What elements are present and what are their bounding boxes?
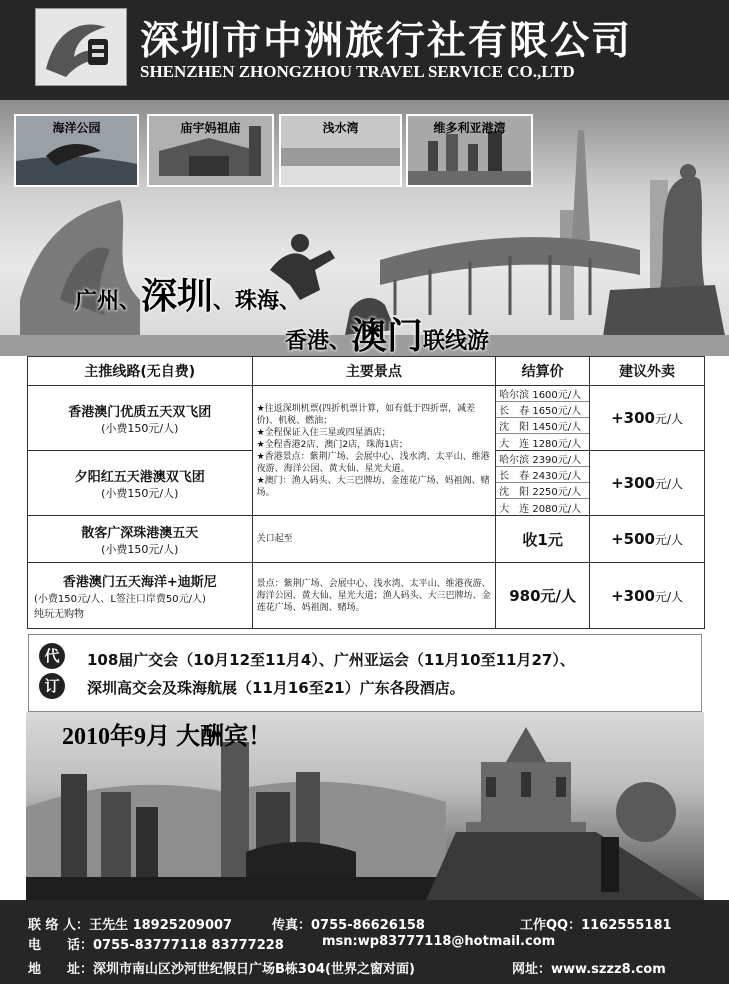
thumb-victoria-harbour xyxy=(406,114,533,187)
phone-label: 电 话： xyxy=(28,938,94,953)
sight-item: ★全程保证入住三星或四星酒店； xyxy=(256,427,391,438)
address-label: 地 址： xyxy=(28,962,94,977)
sights-cell xyxy=(252,563,496,629)
sights-text: 景点：紫荆广场、会展中心、浅水湾、太平山、维港夜游、海洋公园、黄大仙、星光大道；渔人码头、大三巴牌坊、金莲花广场、妈祖阁、赌场。 xyxy=(256,578,491,613)
sights-cell xyxy=(252,516,496,563)
column-header: 主推线路(无自费) xyxy=(28,357,253,386)
thumb-label: 海洋公园 xyxy=(52,121,101,135)
hero-text-highlight: 深圳 xyxy=(141,276,214,317)
msn-value[interactable]: wp83777118@hotmail.com xyxy=(357,934,556,949)
sights-text: 关口起至 xyxy=(256,534,293,544)
route-note: 纯玩无购物 xyxy=(34,609,84,620)
route-price-table xyxy=(27,356,705,629)
suggest-cell xyxy=(590,516,705,563)
route-name: 夕阳红五天港澳双飞团 xyxy=(74,469,205,485)
booking-line-1: 108届广交会（10月12至11月4）、广州亚运会（11月10至11月27）、 xyxy=(87,651,575,669)
address-row xyxy=(28,958,415,977)
stamp-daiding-1: 代 xyxy=(39,643,65,669)
route-tip: (小费150元/人、L签注口岸费50元/人) xyxy=(34,594,206,605)
logo-emblem xyxy=(36,9,126,85)
address-value: 深圳市南山区沙河世纪假日广场B栋304(世界之窗对面) xyxy=(93,962,415,977)
thumb-ocean-park xyxy=(14,114,139,187)
thumb-label: 维多利亚港湾 xyxy=(433,121,506,135)
company-name-en: SHENZHEN ZHONGZHOU TRAVEL SERVICE CO.,LTD xyxy=(140,62,575,81)
price-cell xyxy=(496,451,590,516)
price-line: 哈尔滨 2390元/人 xyxy=(496,451,589,467)
hero-text: 香港、 xyxy=(285,329,352,354)
price-line: 哈尔滨 1600元/人 xyxy=(496,386,589,402)
contact-person-row xyxy=(28,914,232,933)
suggest-unit: 元/人 xyxy=(654,589,684,604)
hero-title-line2 xyxy=(285,308,489,359)
stamp-daiding-2: 订 xyxy=(39,673,65,699)
promo-headline: 2010年9月 大酬宾！ xyxy=(62,724,272,750)
route-cell xyxy=(28,386,253,451)
route-tip: (小费150元/人) xyxy=(101,542,179,556)
route-tip: (小费150元/人) xyxy=(101,421,179,435)
sight-item: ★全程香港2店、澳门2店，珠海1店； xyxy=(256,439,408,450)
contact-label: 联 络 人： xyxy=(28,918,90,933)
price-line: 沈 阳 2250元/人 xyxy=(496,483,589,499)
sight-item: ★澳门：渔人码头、大三巴牌坊、金莲花广场、妈祖阁、赌场。 xyxy=(256,475,490,498)
table-row xyxy=(28,563,705,629)
route-name: 香港澳门优质五天双飞团 xyxy=(68,404,212,420)
suggest-cell xyxy=(590,563,705,629)
fax-value: 0755-86626158 xyxy=(311,918,425,933)
suggest-price: +300 xyxy=(611,586,655,605)
qq-label: 工作QQ： xyxy=(520,918,582,933)
sight-item: ★香港景点：紫荆广场、会展中心、浅水湾、太平山、维港夜游、海洋公园、黄大仙、星光大道。 xyxy=(256,451,490,474)
route-name: 香港澳门五天海洋+迪斯尼 xyxy=(62,575,217,590)
suggest-unit: 元/人 xyxy=(654,477,684,491)
route-cell xyxy=(28,451,253,516)
thumb-label: 浅水湾 xyxy=(322,121,359,135)
contact-value: 王先生 18925209007 xyxy=(89,918,233,933)
price-line: 大 连 2080元/人 xyxy=(499,503,582,515)
qq-value: 1162555181 xyxy=(581,918,672,933)
contact-footer xyxy=(0,900,729,984)
msn-row xyxy=(322,934,555,949)
suggest-price: +500 xyxy=(611,530,655,548)
column-header: 结算价 xyxy=(496,357,590,386)
route-cell xyxy=(28,563,253,629)
route-tip: (小费150元/人) xyxy=(101,486,179,500)
website-row xyxy=(512,958,666,977)
column-header: 建议外卖 xyxy=(590,357,705,386)
price-line: 长 春 2430元/人 xyxy=(496,467,589,483)
suggest-price: +300 xyxy=(611,474,655,492)
hero-text: 、珠海、 xyxy=(213,289,302,314)
booking-line-2: 深圳高交会及珠海航展（11月16至21）广东各段酒店。 xyxy=(87,679,465,697)
booking-box xyxy=(28,634,702,712)
price-value: 收1元 xyxy=(522,530,563,549)
suggest-price: +300 xyxy=(611,409,655,427)
phone-value: 0755-83777118 83777228 xyxy=(93,938,284,953)
hero-text: 广州、 xyxy=(75,289,142,314)
suggest-cell xyxy=(590,386,705,451)
price-line: 大 连 1280元/人 xyxy=(499,438,582,450)
suggest-cell xyxy=(590,451,705,516)
qq-row xyxy=(520,914,672,933)
thumb-temple xyxy=(147,114,274,187)
price-line: 长 春 1650元/人 xyxy=(496,402,589,418)
hero-text-highlight: 澳门 xyxy=(351,316,424,357)
price-value: 980元/人 xyxy=(509,587,577,605)
msn-label: msn: xyxy=(322,934,358,949)
table-row xyxy=(28,516,705,563)
fax-row xyxy=(272,914,425,933)
route-cell xyxy=(28,516,253,563)
sights-cell xyxy=(252,386,496,516)
price-cell xyxy=(496,516,590,563)
website-label: 网址： xyxy=(512,962,552,977)
thumb-repulse-bay xyxy=(279,114,402,187)
company-logo xyxy=(35,8,127,86)
phone-row xyxy=(28,934,284,953)
company-name-cn: 深圳市中洲旅行社有限公司 xyxy=(140,19,633,64)
column-header: 主要景点 xyxy=(252,357,496,386)
table-row xyxy=(28,386,705,451)
price-cell xyxy=(496,563,590,629)
suggest-unit: 元/人 xyxy=(654,412,684,426)
price-line: 沈 阳 1450元/人 xyxy=(496,418,589,434)
price-cell xyxy=(496,386,590,451)
thumb-label: 庙宇妈祖庙 xyxy=(180,121,241,135)
route-name: 散客广深珠港澳五天 xyxy=(81,525,199,541)
hero-text: 联线游 xyxy=(423,329,490,354)
fax-label: 传真： xyxy=(272,918,312,933)
suggest-unit: 元/人 xyxy=(654,533,684,547)
hero-title-line1 xyxy=(75,268,301,319)
table-header-row xyxy=(28,357,705,386)
sight-item: ★往返深圳机票(四折机票计算，如有低于四折票，减差价)、机税、燃油； xyxy=(256,403,476,426)
website-link[interactable]: www.szzz8.com xyxy=(551,962,666,977)
